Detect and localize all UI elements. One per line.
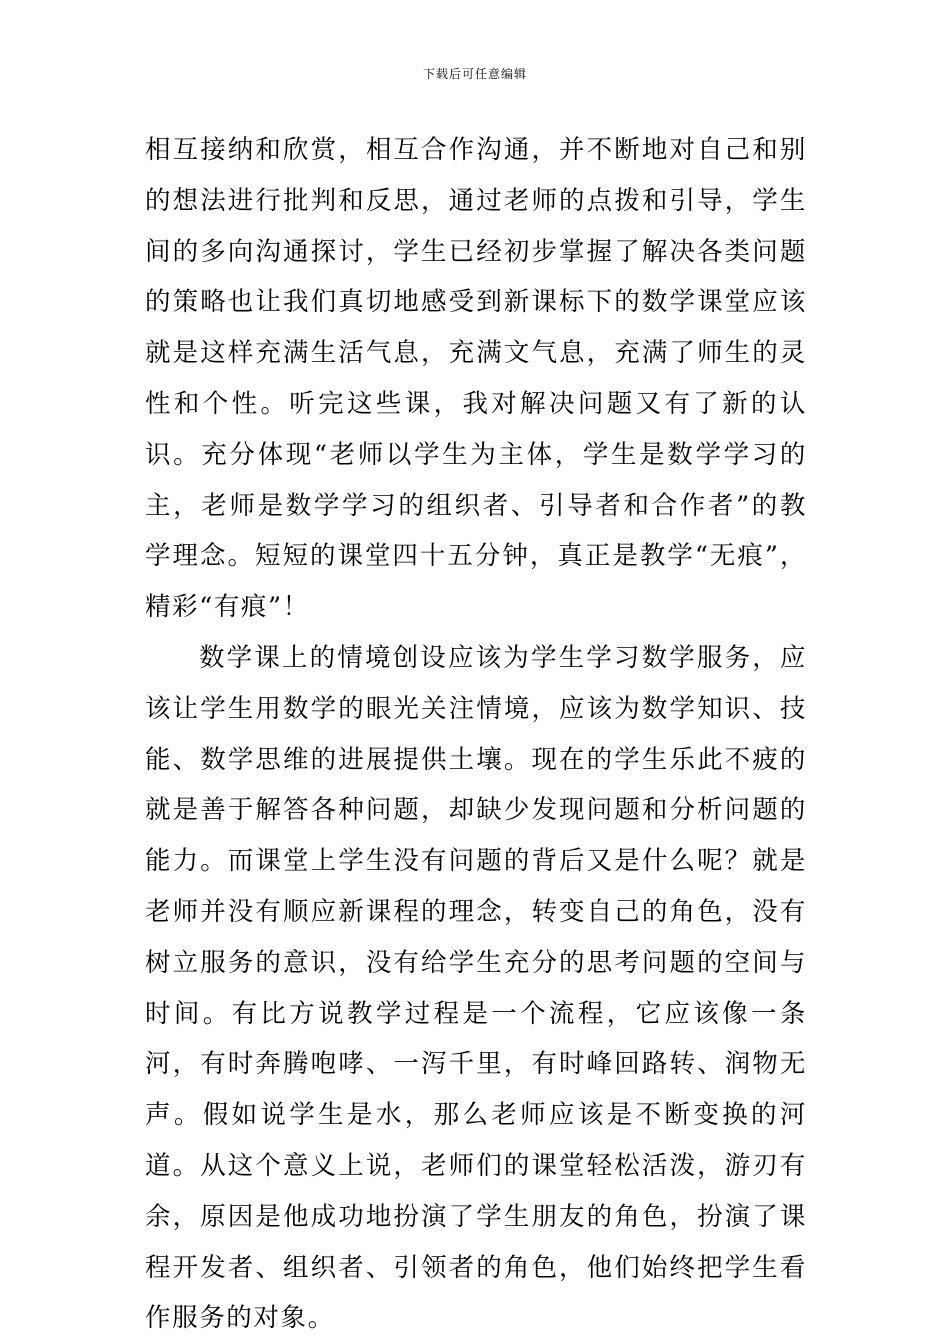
paragraph-1: 相互接纳和欣赏，相互合作沟通，并不断地对自己和别的想法进行批判和反思，通过老师的点拨和引导，学生间的多向沟通探讨，学生已经初步掌握了解决各类问题的策略也让我们真切地感受到新课标下的数学课堂应该就是这样充满生活气息，充满文气息，充满了师生的灵性和个性。听完这些课，我对解决问题又有了新的认识。充分体现“老师以学生为主体，学生是数学学习的主，老师是数学学习的组织者、引导者和合作者”的教学理念。短短的课堂四十五分钟，真正是教学“无痕”，精彩“有痕”！ (145, 135, 808, 623)
header-note: 下载后可任意编辑 (422, 67, 527, 81)
body-text (145, 125, 807, 1344)
paragraph-2: 数学课上的情境创设应该为学生学习数学服务，应该让学生用数学的眼光关注情境，应该为数学知识、技能、数学思维的进展提供土壤。现在的学生乐此不疲的就是善于解答各种问题，却缺少发现问题和分析问题的能力。而课堂上学生没有问题的背后又是什么呢？就是老师并没有顺应新课程的理念，转变自己的角色，没有树立服务的意识，没有给学生充分的思考问题的空间与时间。有比方说教学过程是一个流程，它应该像一条河，有时奔腾咆哮、一泻千里，有时峰回路转、润物无声。假如说学生是水，那么老师应该是不断变换的河道。从这个意义上说，老师们的课堂轻松活泼，游刃有余，原因是他成功地扮演了学生朋友的角色，扮演了课程开发者、组织者、引领者的角色，他们始终把学生看作服务的对象。 (145, 642, 807, 1334)
